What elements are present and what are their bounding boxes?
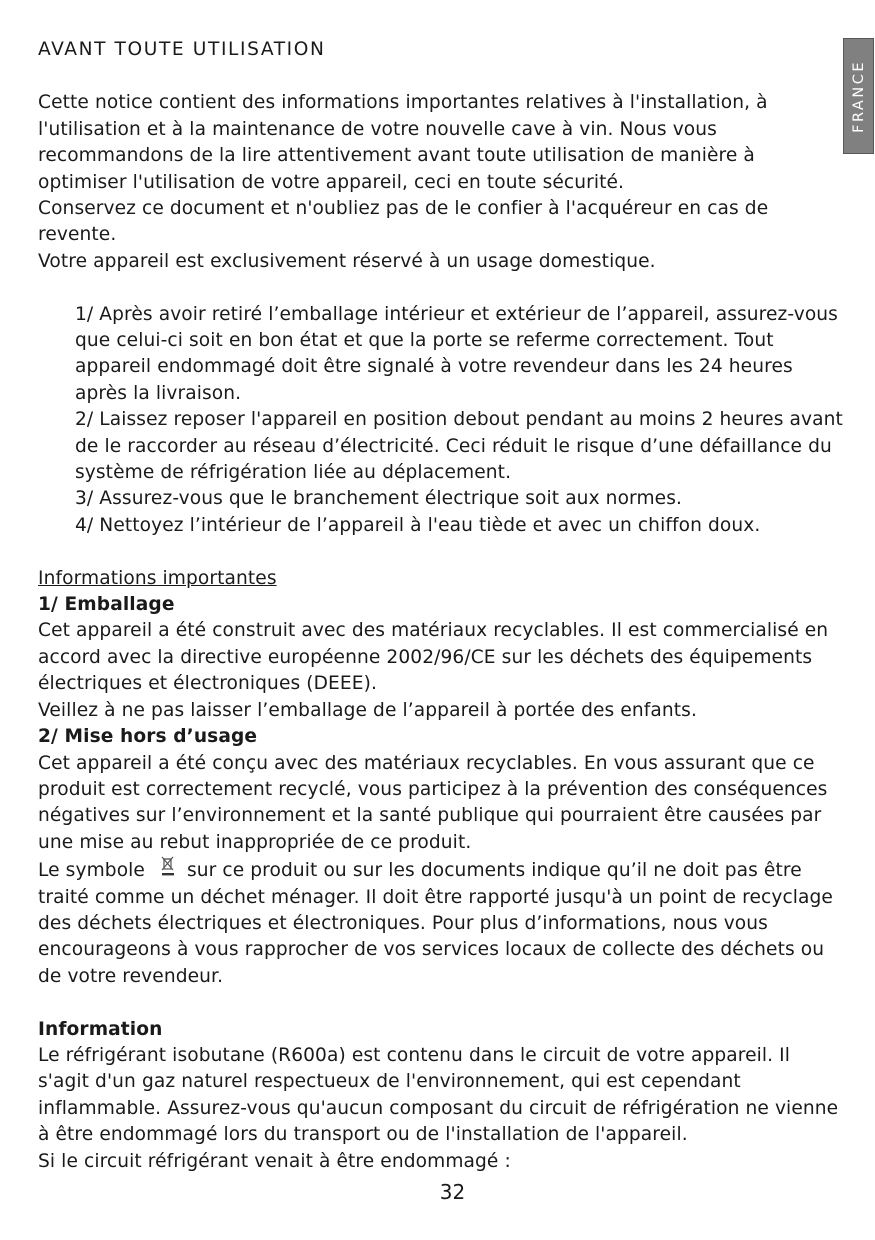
section-title: AVANT TOUTE UTILISATION <box>38 39 326 60</box>
packaging-heading: 1/ Emballage <box>38 594 175 616</box>
document-body <box>38 36 846 1175</box>
intro-paragraph-3: Votre appareil est exclusivement réservé à un usage domestique. <box>38 250 656 272</box>
information-heading: Information <box>38 1018 163 1040</box>
intro-paragraph-2: Conservez ce document et n'oubliez pas de le confier à l'acquéreur en cas de revente. <box>38 198 769 246</box>
important-heading: Informations importantes <box>38 567 277 589</box>
page-number: 32 <box>439 1180 466 1204</box>
list-item: 1/ Après avoir retiré l’emballage intérieur et extérieur de l’appareil, assurez-vous que celui-ci soit en bon état et que la porte se referme correctement. Tout appareil endommagé doit être signalé à votre revendeur dans les 24 heures après la livraison. <box>75 303 838 404</box>
language-tab-label: FRANCE <box>850 59 867 133</box>
information-text-2: Si le circuit réfrigérant venait à être endommagé : <box>38 1150 511 1172</box>
symbol-prefix: Le symbole <box>38 860 145 882</box>
disposal-heading: 2/ Mise hors d’usage <box>38 726 258 748</box>
disposal-text-2 <box>38 856 846 990</box>
packaging-text-2: Veillez à ne pas laisser l’emballage de l’appareil à portée des enfants. <box>38 699 697 721</box>
list-item: 2/ Laissez reposer l'appareil en position debout pendant au moins 2 heures avant de le raccorder au réseau d’électricité. Ceci réduit le risque d’une défaillance du système de réfrigération liée au déplacement. <box>75 409 843 484</box>
crossed-bin-icon <box>159 856 177 878</box>
symbol-suffix: sur ce produit ou sur les documents indique qu’il ne doit pas être traité comme un déchet ménager. Il doit être rapporté jusqu'à un point de recyclage des déchets électriques et électroniques. Pour plus d’informations, nous vous encourageons à vous rapprocher de vos services locaux de collecte des déchets ou de votre revendeur. <box>38 860 833 987</box>
disposal-text-1: Cet appareil a été conçu avec des matériaux recyclables. En vous assurant que ce produit est correctement recyclé, vous participez à la prévention des conséquences négatives sur l’environnement et la santé publique qui pourraient être causées par une mise au rebut inappropriée de ce produit. <box>38 752 828 853</box>
information-text: Le réfrigérant isobutane (R600a) est contenu dans le circuit de votre appareil. Il s'agit d'un gaz naturel respectueux de l'environnement, qui est cependant inflammable. Assurez-vous qu'aucun composant du circuit de réfrigération ne vienne à être endommagé lors du transport ou de l'installation de l'appareil. <box>38 1044 839 1146</box>
list-item: 4/ Nettoyez l’intérieur de l’appareil à l'eau tiède et avec un chiffon doux. <box>75 514 761 536</box>
list-item: 3/ Assurez-vous que le branchement électrique soit aux normes. <box>75 488 683 510</box>
intro-paragraph-1: Cette notice contient des informations importantes relatives à l'installation, à l'utilisation et à la maintenance de votre nouvelle cave à vin. Nous vous recommandons de la lire attentivement avant toute utilisation de manière à optimiser l'utilisation de votre appareil, ceci en toute sécurité. <box>38 92 768 193</box>
packaging-text-1: Cet appareil a été construit avec des matériaux recyclables. Il est commercialisé en accord avec la directive européenne 2002/96/CE sur les déchets des équipements électriques et électroniques (DEEE). <box>38 620 829 695</box>
language-tab <box>843 38 874 154</box>
steps-list <box>38 302 846 540</box>
